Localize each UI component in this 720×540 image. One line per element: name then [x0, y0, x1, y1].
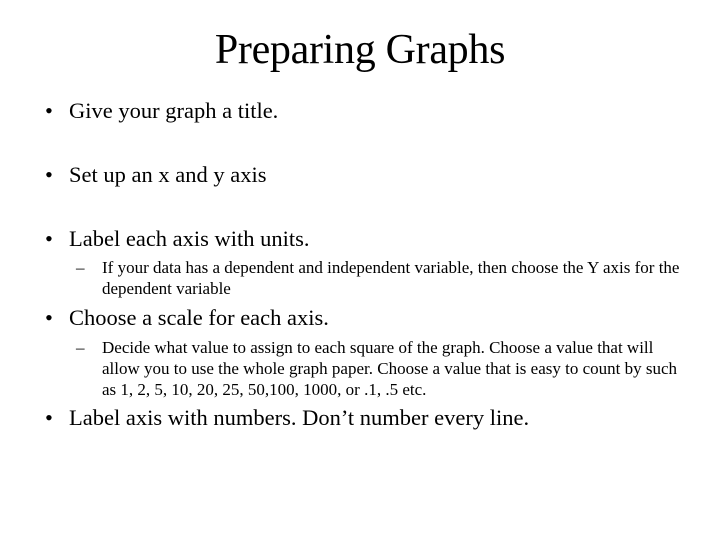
bullet-icon: •: [45, 162, 53, 187]
bullet-text: Choose a scale for each axis.: [69, 305, 329, 330]
dash-icon: –: [76, 258, 85, 277]
dash-icon: –: [76, 338, 85, 357]
sub-bullet-text: Decide what value to assign to each square of the graph. Choose a value that will allow you to use the whole graph paper. Choose a value that is easy to count by such as 1, 2, 5, 10, 20, 25, 50,100, 1000, or .1, .5 etc.: [102, 338, 678, 399]
bullet-text: Label axis with numbers. Don’t number every line.: [69, 405, 530, 430]
bullet-text: Label each axis with units.: [69, 226, 310, 251]
bullet-icon: •: [45, 305, 53, 330]
bullet-text: Set up an x and y axis: [69, 162, 267, 187]
bullet-icon: •: [45, 98, 53, 123]
bullet-icon: •: [45, 405, 53, 430]
bullet-text: Give your graph a title.: [69, 98, 279, 123]
sub-bullet-text: If your data has a dependent and independent variable, then choose the Y axis for the dependent variable: [102, 258, 680, 298]
bullet-icon: •: [45, 226, 53, 251]
slide-title: Preparing Graphs: [214, 27, 506, 73]
